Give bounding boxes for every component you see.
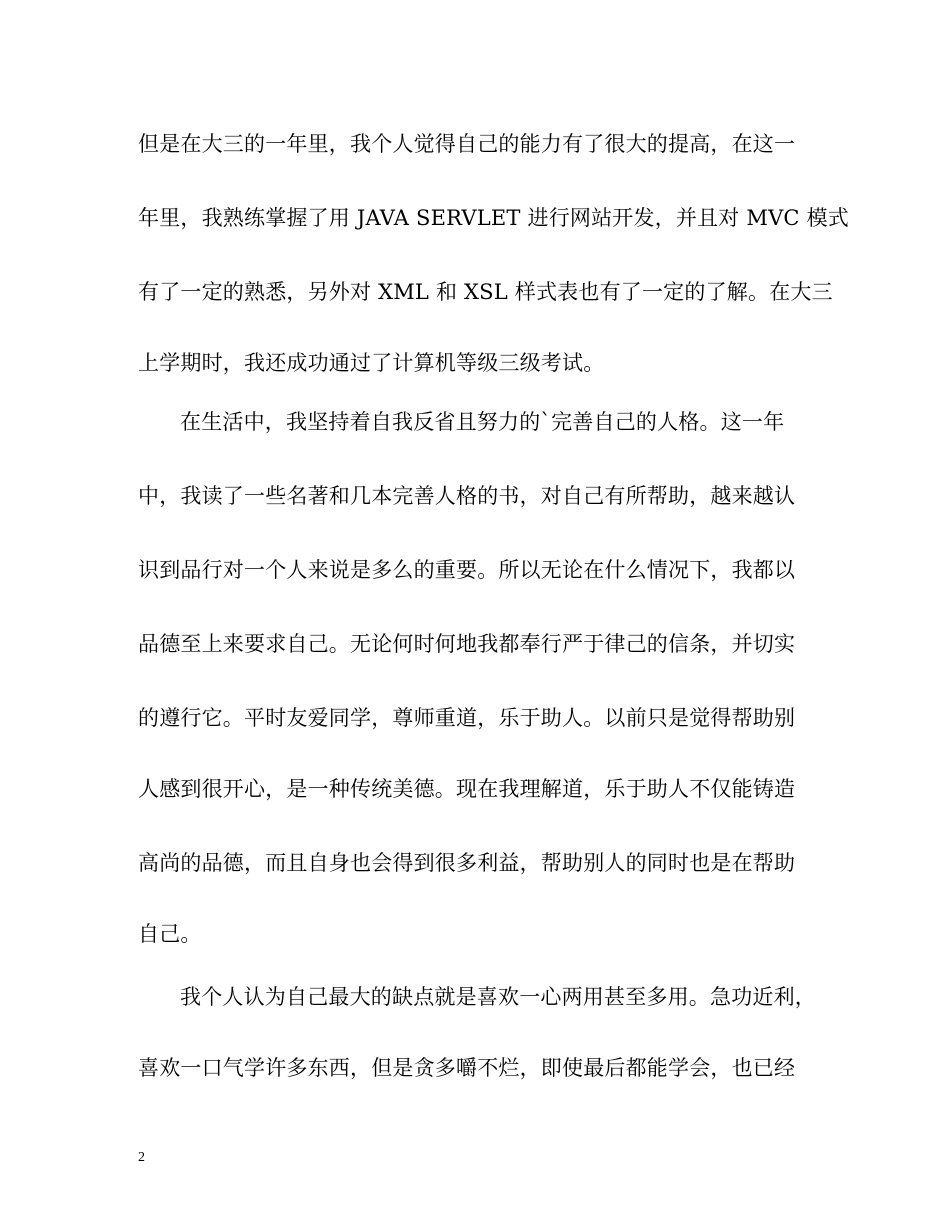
text-line-4: 上学期时，我还成功通过了计算机等级三级考试。	[138, 351, 605, 375]
page-number: 2	[138, 1150, 145, 1165]
text-line-10: 人感到很开心，是一种传统美德。现在我理解道，乐于助人不仅能铸造	[138, 777, 796, 801]
text-line-13: 我个人认为自己最大的缺点就是喜欢一心两用甚至多用。急功近利，	[180, 985, 816, 1009]
text-line-14: 喜欢一口气学许多东西，但是贪多嚼不烂，即使最后都能学会，也已经	[138, 1056, 796, 1080]
text-line-8: 品德至上来要求自己。无论何时何地我都奉行严于律己的信条，并切实	[138, 632, 796, 656]
text-line-3: 有了一定的熟悉，另外对 XML 和 XSL 样式表也有了一定的了解。在大三	[138, 280, 833, 304]
text-line-11: 高尚的品德，而且自身也会得到很多利益，帮助别人的同时也是在帮助	[138, 851, 796, 875]
text-line-12: 自己。	[138, 922, 202, 946]
text-line-2: 年里，我熟练掌握了用 JAVA SERVLET 进行网站开发，并且对 MVC 模式	[138, 206, 849, 230]
text-line-7: 识到品行对一个人来说是多么的重要。所以无论在什么情况下，我都以	[138, 558, 796, 582]
text-line-6: 中，我读了一些名著和几本完善人格的书，对自己有所帮助，越来越认	[138, 484, 796, 508]
text-line-9: 的遵行它。平时友爱同学，尊师重道，乐于助人。以前只是觉得帮助别	[138, 706, 796, 730]
text-line-1: 但是在大三的一年里，我个人觉得自己的能力有了很大的提高，在这一	[138, 132, 796, 156]
text-line-5: 在生活中，我坚持着自我反省且努力的`完善自己的人格。这一年	[180, 410, 785, 434]
